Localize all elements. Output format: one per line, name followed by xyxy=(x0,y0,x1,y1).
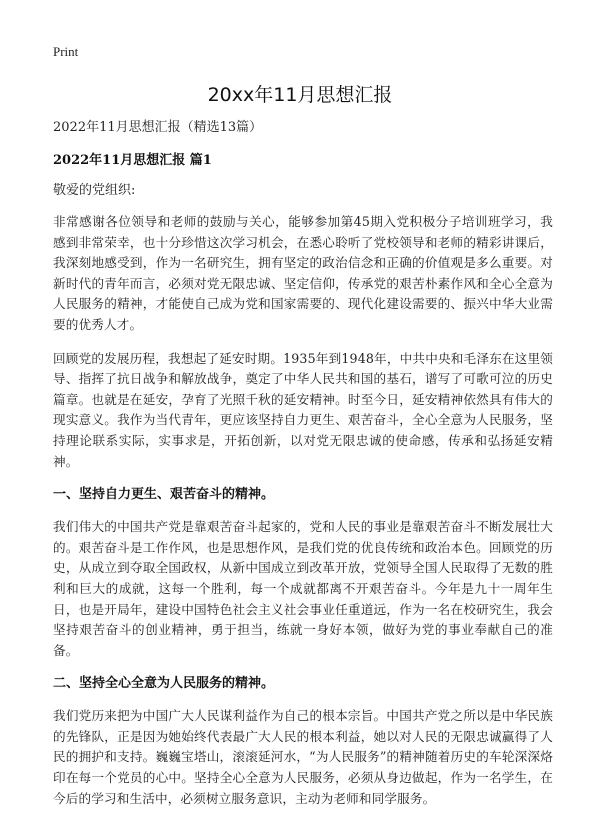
document-subtitle: 2022年11月思想汇报（精选13篇） xyxy=(53,120,263,135)
greeting: 敬爱的党组织: xyxy=(53,183,136,198)
paragraph-yanan: 回顾党的发展历程，我想起了延安时期。1935年到1948年，中共中央和毛泽东在这里领导、指挥了抗日战争和解放战争，奠定了中华人民共和国的基石，谱写了可歌可泣的历史篇章。也就是在延安，孕育了光照千秋的延安精神。时至今日，延安精神依然具有伟大的现实意义。我作为当代青年，更应该坚持自力更生、艰苦奋斗，全心全意为人民服务，坚持理论联系实际，实事求是，开拓创新，以对党无限忠诚的使命感，传承和弘扬延安精神。 xyxy=(53,350,553,469)
heading-serve-people: 二、坚持全心全意为人民服务的精神。 xyxy=(53,676,275,692)
paragraph-hard-work: 我们伟大的中国共产党是靠艰苦奋斗起家的，党和人民的事业是靠艰苦奋斗不断发展壮大的。艰苦奋斗是工作作风，也是思想作风，是我们党的优良传统和政治本色。回顾党的历史，从成立到夺取全国政权，从新中国成立到改革开放，党领导全国人民取得了无数的胜利和巨大的成就，这每一个胜利，每一个成就都离不开艰苦奋斗。今年是九十一周年生日，也是开局年，建设中国特色社会主义社会事业任重道远，作为一名在校研究生，我会坚持艰苦奋斗的创业精神，勇于担当，练就一身好本领，做好为党的事业奉献自己的准备。 xyxy=(53,519,553,658)
page-title: 20xx年11月思想汇报 xyxy=(207,84,393,106)
print-link[interactable]: Print xyxy=(53,44,79,59)
paragraph-serve-people: 我们党历来把为中国广大人民谋利益作为自己的根本宗旨。中国共产党之所以是中华民族的先锋队，正是因为她始终代表最广大人民的根本利益，她以对人民的无限忠诚赢得了人民的拥护和支持。巍巍宝塔山，滚滚延河水，“为人民服务”的精神随着历史的车轮深深烙印在每一个党员的心中。坚持全心全意为人民服务，必须从身边做起，作为一名学生，在今后的学习和生活中，必须树立服务意识，主动为老师和同学服务。 xyxy=(53,708,553,806)
document-body xyxy=(53,118,553,822)
section-title: 2022年11月思想汇报 篇1 xyxy=(53,153,212,168)
paragraph-intro: 非常感谢各位领导和老师的鼓励与关心，能够参加第45期入党积极分子培训班学习，我感到非常荣幸，也十分珍惜这次学习机会，在悉心聆听了党校领导和老师的精彩讲课后，我深刻地感受到，作为一名研究生，拥有坚定的政治信念和正确的价值观是多么重要。对新时代的青年而言，必须对党无限忠诚、坚定信仰，传承党的艰苦朴素作风和全心全意为人民服务的精神，才能使自己成为党和国家需要的、现代化建设需要的、振兴中华大业需要的优秀人才。 xyxy=(53,214,553,332)
heading-self-reliance: 一、坚持自力更生、艰苦奋斗的精神。 xyxy=(53,487,275,503)
